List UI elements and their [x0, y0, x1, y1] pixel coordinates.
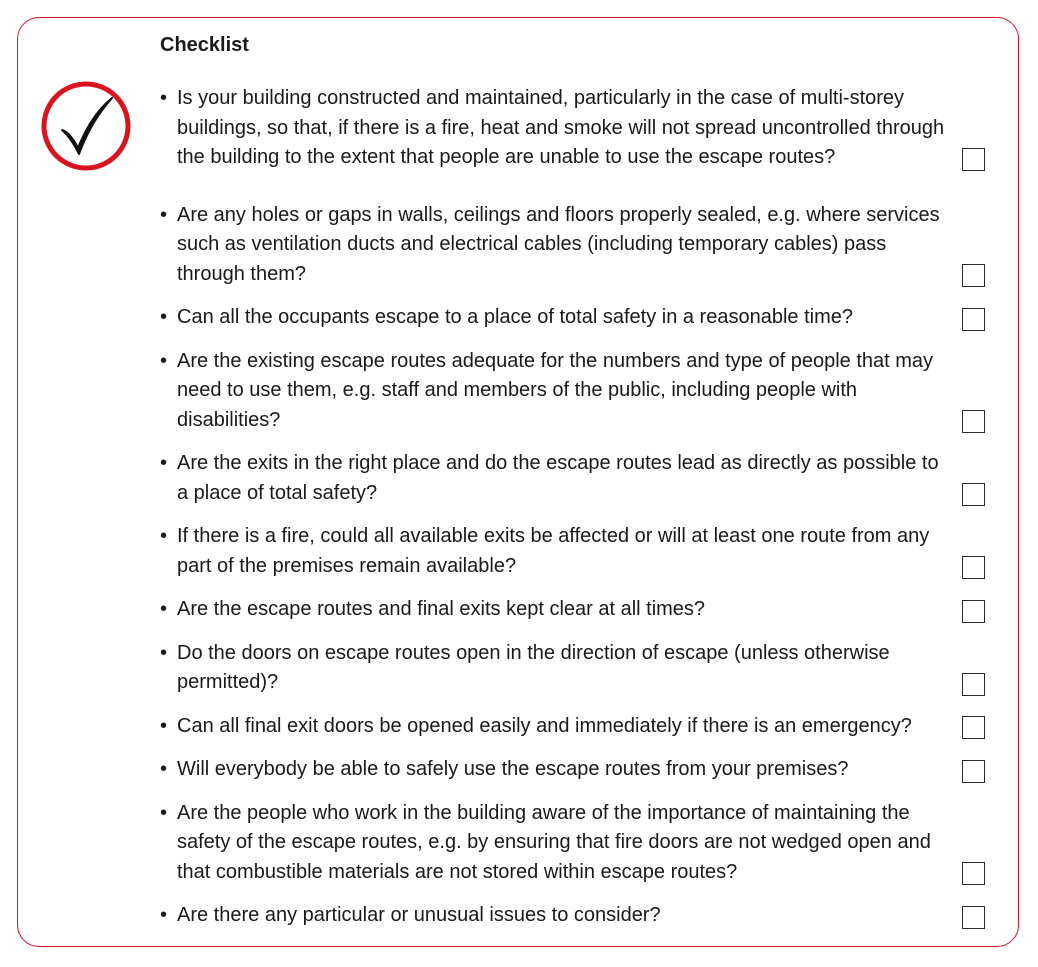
checklist-item: [160, 595, 990, 625]
checklist-item-text: Are any holes or gaps in walls, ceilings and floors properly sealed, e.g. where services such as ventilation ducts and electrical cables (including temporary cables) pass through them?: [177, 203, 940, 285]
checklist-item-text: Do the doors on escape routes open in the direction of escape (unless otherwise permitted)?: [177, 641, 890, 693]
checklist-item: [160, 201, 990, 290]
checkbox[interactable]: [962, 862, 985, 885]
checklist-item: [160, 639, 990, 698]
checkbox[interactable]: [962, 600, 985, 623]
checkbox[interactable]: [962, 716, 985, 739]
checklist-item-text: Is your building constructed and maintained, particularly in the case of multi-storey buildings, so that, if there is a fire, heat and smoke will not spread uncontrolled through the building to the extent that people are unable to use the escape routes?: [177, 87, 945, 168]
checkbox[interactable]: [962, 410, 985, 433]
checkmark-circle-icon: [40, 80, 132, 172]
checkbox[interactable]: [962, 673, 985, 696]
checklist-item: [160, 901, 990, 931]
bullet-icon: •: [160, 641, 168, 664]
checkbox[interactable]: [962, 760, 985, 783]
checklist-item: [160, 755, 990, 785]
checklist-title: Checklist: [160, 34, 249, 56]
checklist-item: [160, 712, 990, 742]
bullet-icon: •: [160, 714, 168, 737]
checklist-item-text: If there is a fire, could all available exits be affected or will at least one route from any part of the premises remain available?: [177, 525, 930, 577]
bullet-icon: •: [160, 203, 168, 226]
checklist-item-text: Can all the occupants escape to a place of total safety in a reasonable time?: [177, 306, 853, 328]
checklist-item: [160, 449, 990, 508]
checklist-item: [160, 799, 990, 888]
checkbox[interactable]: [962, 148, 985, 171]
checklist-item-text: Are the people who work in the building aware of the importance of maintaining the safety of the escape routes, e.g. by ensuring that fire doors are not wedged open and that combustible materials are not stored within escape routes?: [177, 801, 931, 883]
bullet-icon: •: [160, 452, 168, 474]
checkbox[interactable]: [962, 264, 985, 287]
checkbox[interactable]: [962, 906, 985, 929]
checklist-item: [160, 347, 990, 436]
checklist-item-text: Are the exits in the right place and do the escape routes lead as directly as possible to a place of total safety?: [177, 452, 939, 504]
checklist-item-text: Are there any particular or unusual issues to consider?: [177, 904, 661, 926]
bullet-icon: •: [160, 904, 168, 926]
bullet-icon: •: [160, 598, 168, 620]
checklist-item-text: Are the existing escape routes adequate for the numbers and type of people that may need to use them, e.g. staff and members of the public, including people with disabilities?: [177, 349, 934, 431]
bullet-icon: •: [160, 87, 168, 109]
checklist-item: [160, 84, 990, 173]
checklist-items: [160, 70, 990, 931]
bullet-icon: •: [160, 801, 168, 824]
checklist-item-text: Will everybody be able to safely use the escape routes from your premises?: [177, 758, 849, 780]
bullet-icon: •: [160, 349, 168, 372]
bullet-icon: •: [160, 758, 168, 780]
checklist-item: [160, 522, 990, 581]
checklist-item: [160, 303, 990, 333]
bullet-icon: •: [160, 525, 168, 547]
bullet-icon: •: [160, 306, 168, 328]
checkbox[interactable]: [962, 556, 985, 579]
checklist-item-text: Are the escape routes and final exits kept clear at all times?: [177, 598, 706, 620]
checkbox[interactable]: [962, 483, 985, 506]
checkbox[interactable]: [962, 308, 985, 331]
checklist-item-text: Can all final exit doors be opened easily and immediately if there is an emergency?: [177, 714, 912, 737]
